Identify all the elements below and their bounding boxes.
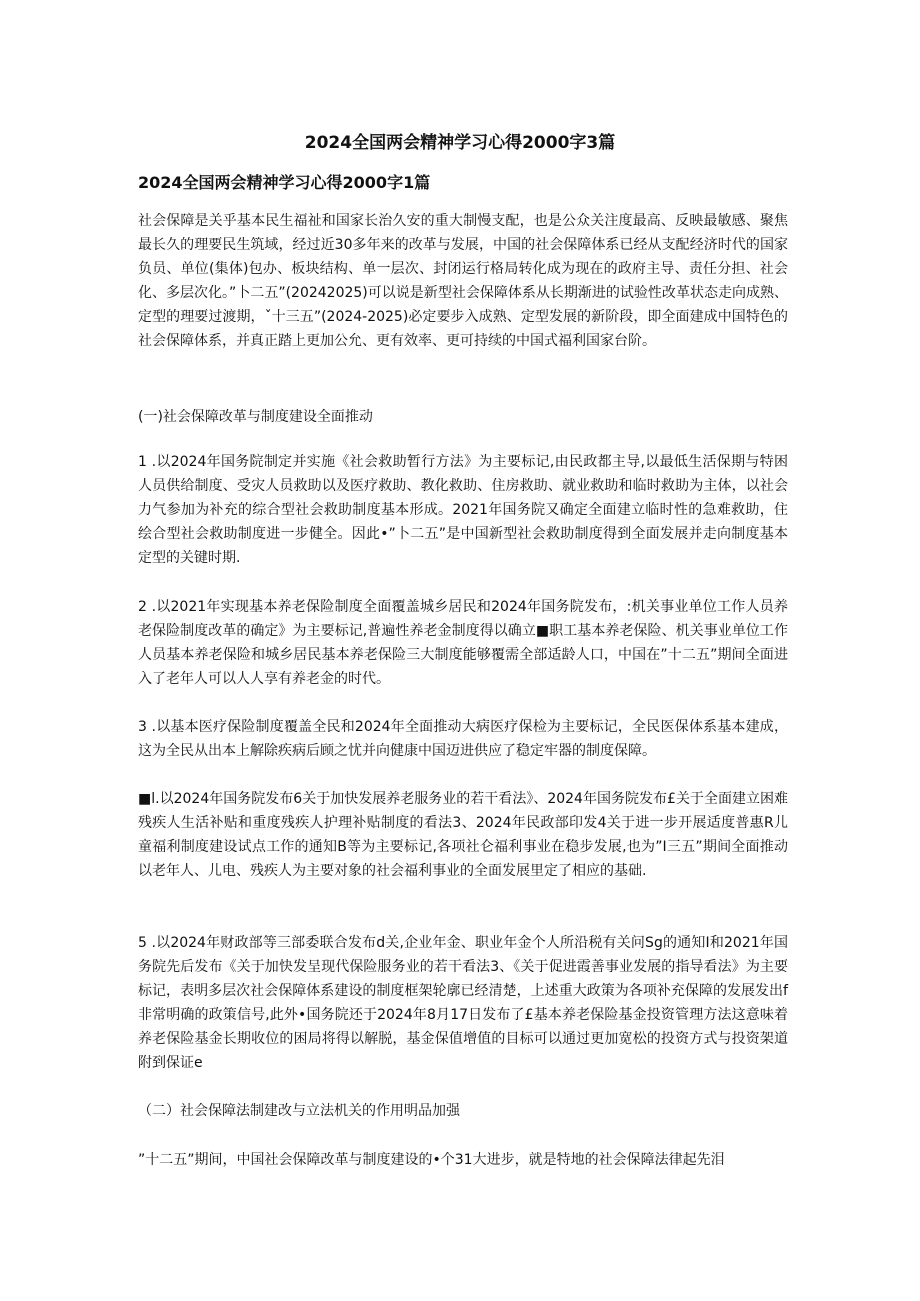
list-item-2: 2 .以2021年实现基本养老保险制度全面覆盖城乡居民和2024年国务院发布，:机关事业单位工作人员养老保险制度改革的确定》为主要标记,普遍性养老金制度得以确立■职工基本养老保险、机关事业单位工作人员基本养老保险和城乡居民基本养老保险三大制度能够覆需全部适龄人口，中国在”十二五”期间全面进入了老年人可以人人享有养老金的时代。	[138, 599, 788, 687]
intro-paragraph: 社会保障是关乎基本民生福祉和国家长治久安的重大制慢支配，也是公众关注度最高、反映最敏感、聚焦最长久的理要民生筑域，经过近30多年来的改革与发展，中国的社会保障体系已经从支配经济时代的国家负员、单位(集体)包办、板块结构、单一层次、封闭运行格局转化成为现在的政府主导、责任分担、社会化、多层次化。”卜二五”(20242025)可以说是新型社会保障体系从长期渐进的试验性改革状态走向成熟、定型的理要过渡期，ˇ十三五”(2024-2025)必定要步入成熟、定型发展的新阶段，即全面建成中国特色的社会保障体系，并真正踏上更加公允、更有效率、更可持续的中国式福利国家台阶。	[138, 213, 788, 349]
section-heading-2: （二）社会保障法制建改与立法机关的作用明品加强	[138, 1103, 460, 1119]
section-subtitle: 2024全国两会精神学习心得2000字1篇	[138, 173, 431, 192]
list-item-6: ”十二五”期间，中国社会保障改革与制度建设的•个31大进步，就是特地的社会保障法律起先泪	[138, 1152, 725, 1168]
list-item-4: ■l.以2024年国务院发布6关于加快发展养老服务业的若干看法》、2024年国务院发布£关于全面建立困难残疾人生活补贴和重度残疾人护理补贴制度的看法3、2024年民政部印发4关于进一步开展适度普惠R儿童福利制度建设试点工作的通知B等为主要标记,各项社仑福利事业在稳步发展,也为”I三五”期间全面推动以老年人、儿电、残疾人为主要对象的社会福利事业的全面发展里定了相应的基础.	[138, 791, 788, 879]
document-title: 2024全国两会精神学习心得2000字3篇	[304, 133, 616, 153]
list-item-1: 1 .以2024年国务院制定并实施《社会救助暂行方法》为主要标记,由民政都主导,以最低生活保期与特困人员供给制度、受灾人员救助以及医疗救助、教化救助、住房救助、就业救助和临时救助为主体，以社会力气参加为补充的综合型社会救助制度基本形成。2021年国务院又确定全面建立临时性的急难救助，住绘合型社会救助制度进一步健全。因此•”卜二五”是中国新型社会救助制度得到全面发展并走向制度基本定型的关键时期.	[138, 454, 788, 566]
list-item-5: 5 .以2024年财政部等三部委联合发布d关,企业年金、职业年金个人所沿税有关问Sg的通知I和2021年国务院先后发布《关于加快发呈现代保险服务业的若干看法3、《关于促进霞善事业发展的指导看法》为主要标记，表明多层次社会保障体系建设的制度框架轮廓已经清楚，上述重大政策为各项补充保障的发展发出f非常明确的政策信号,此外•国务院还于2024年8月17日发布了£基本养老保险基金投资管理方法这意味着养老保险基金长期收位的困局将得以解脱，基金保值增值的目标可以通过更加宽松的投资方式与投资架道附到保证e	[138, 935, 788, 1071]
list-item-3: 3 .以基本医疗保险制度覆盖全民和2024年全面推动大病医疗保检为主要标记，全民医保体系基本建成，这为全民从出本上解除疾病后顾之忧并向健康中国迈进供应了稳定牢器的制度保障。	[138, 719, 788, 759]
section-heading-1: (一)社会保障改革与制度建设全面推动	[138, 409, 373, 425]
